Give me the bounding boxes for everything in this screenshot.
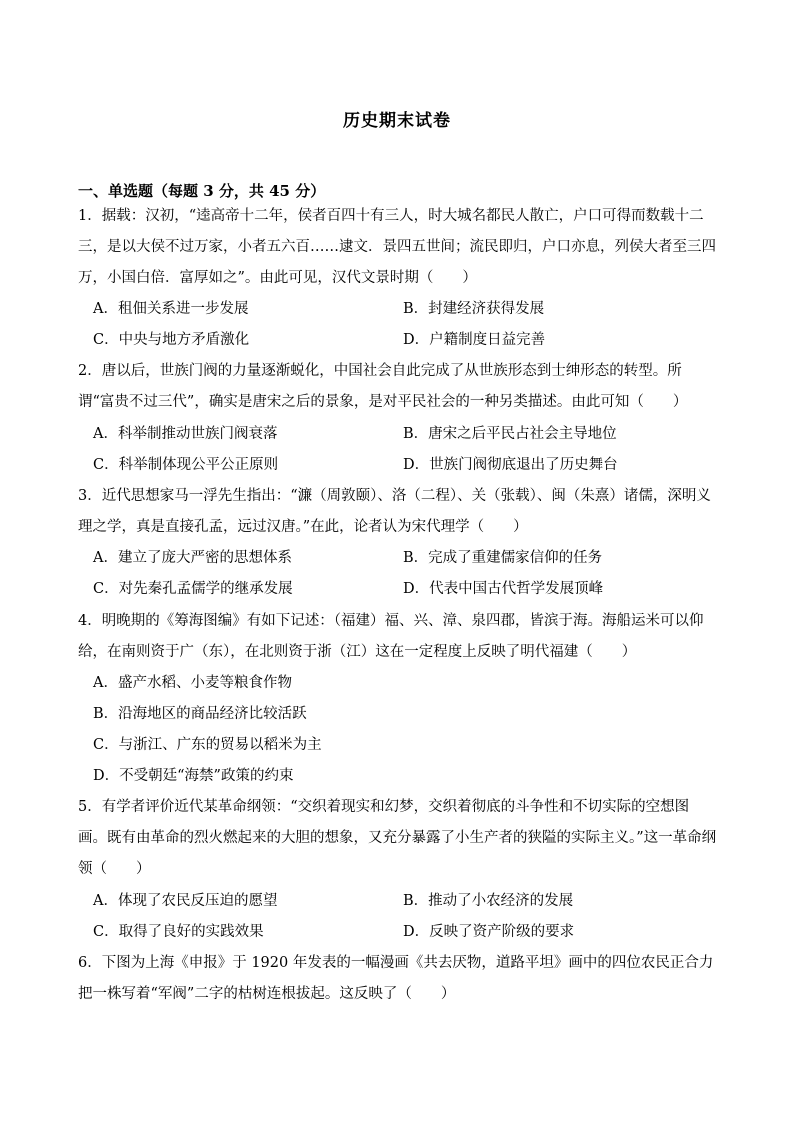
question-1-option-b[interactable]: B．封建经济获得发展	[403, 301, 545, 317]
question-6-stem: 6．下图为上海《申报》于 1920 年发表的一幅漫画《共去厌物，道路平坦》画中的四位农民正合力把一株写着“军阀”二字的枯树连根拔起。这反映了（ ）	[78, 955, 714, 1002]
question-2-stem: 2．唐以后，世族门阀的力量逐渐蜕化，中国社会自此完成了从世族形态到士绅形态的转型。所谓“富贵不过三代”，确实是唐宋之后的景象，是对平民社会的一种另类描述。由此可知（ ）	[78, 363, 688, 410]
question-5-option-a[interactable]: A．体现了农民反压迫的愿望	[93, 893, 278, 909]
question-5-stem: 5．有学者评价近代某革命纲领：“交织着现实和幻梦，交织着彻底的斗争性和不切实际的空想图画。既有由革命的烈火燃起来的大胆的想象，又充分暴露了小生产者的狭隘的实际主义。”这一革命纲领（ ）	[78, 799, 717, 877]
question-5-option-b[interactable]: B．推动了小农经济的发展	[403, 893, 574, 909]
question-1-option-d[interactable]: D．户籍制度日益完善	[403, 332, 546, 348]
section-heading: 一、单选题（每题 3 分，共 45 分）	[78, 182, 326, 200]
page-title: 历史期末试卷	[343, 111, 451, 131]
question-2-option-b[interactable]: B．唐宋之后平民占社会主导地位	[403, 426, 617, 442]
question-1-option-c[interactable]: C．中央与地方矛盾激化	[93, 332, 250, 348]
question-3-stem: 3．近代思想家马一浮先生指出：“濂（周敦颐）、洛（二程）、关（张载）、闽（朱熹）诸儒，深明义理之学，真是直接孔孟，远过汉唐。”在此，论者认为宋代理学（ ）	[78, 488, 711, 535]
question-3-option-a[interactable]: A．建立了庞大严密的思想体系	[93, 550, 292, 566]
question-2-option-d[interactable]: D．世族门阀彻底退出了历史舞台	[403, 457, 618, 473]
question-2-option-c[interactable]: C．科举制体现公平公正原则	[93, 457, 279, 473]
question-3-option-d[interactable]: D．代表中国古代哲学发展顶峰	[403, 581, 604, 597]
question-4-option-b[interactable]: B．沿海地区的商品经济比较活跃	[93, 706, 307, 722]
question-3-option-b[interactable]: B．完成了重建儒家信仰的任务	[403, 550, 603, 566]
question-4-stem: 4．明晚期的《筹海图编》有如下记述：（福建）福、兴、漳、泉四郡，皆滨于海。海船运米可以仰给，在南则资于广（东），在北则资于浙（江）这在一定程度上反映了明代福建（ ）	[78, 613, 704, 660]
question-2-option-a[interactable]: A．科举制推动世族门阀衰落	[93, 426, 278, 442]
question-4-option-d[interactable]: D．不受朝廷“海禁”政策的约束	[93, 768, 294, 784]
question-4-option-a[interactable]: A．盛产水稻、小麦等粮食作物	[93, 675, 292, 691]
question-4-option-c[interactable]: C．与浙江、广东的贸易以稻米为主	[93, 737, 322, 753]
question-1-option-a[interactable]: A．租佃关系进一步发展	[93, 301, 249, 317]
question-5-option-d[interactable]: D．反映了资产阶级的要求	[403, 924, 575, 940]
question-3-option-c[interactable]: C．对先秦孔孟儒学的继承发展	[93, 581, 293, 597]
question-5-option-c[interactable]: C．取得了良好的实践效果	[93, 924, 264, 940]
question-1-stem: 1．据载：汉初，“逵高帝十二年，侯者百四十有三人，时大城名都民人散亡，户口可得而数载十二三，是以大侯不过万家，小者五六百……逮文．景四五世间；流民即归，户口亦息，列侯大者至三四万，小国白倍．富厚如之”。由此可见，汉代文景时期（ ）	[78, 208, 716, 286]
